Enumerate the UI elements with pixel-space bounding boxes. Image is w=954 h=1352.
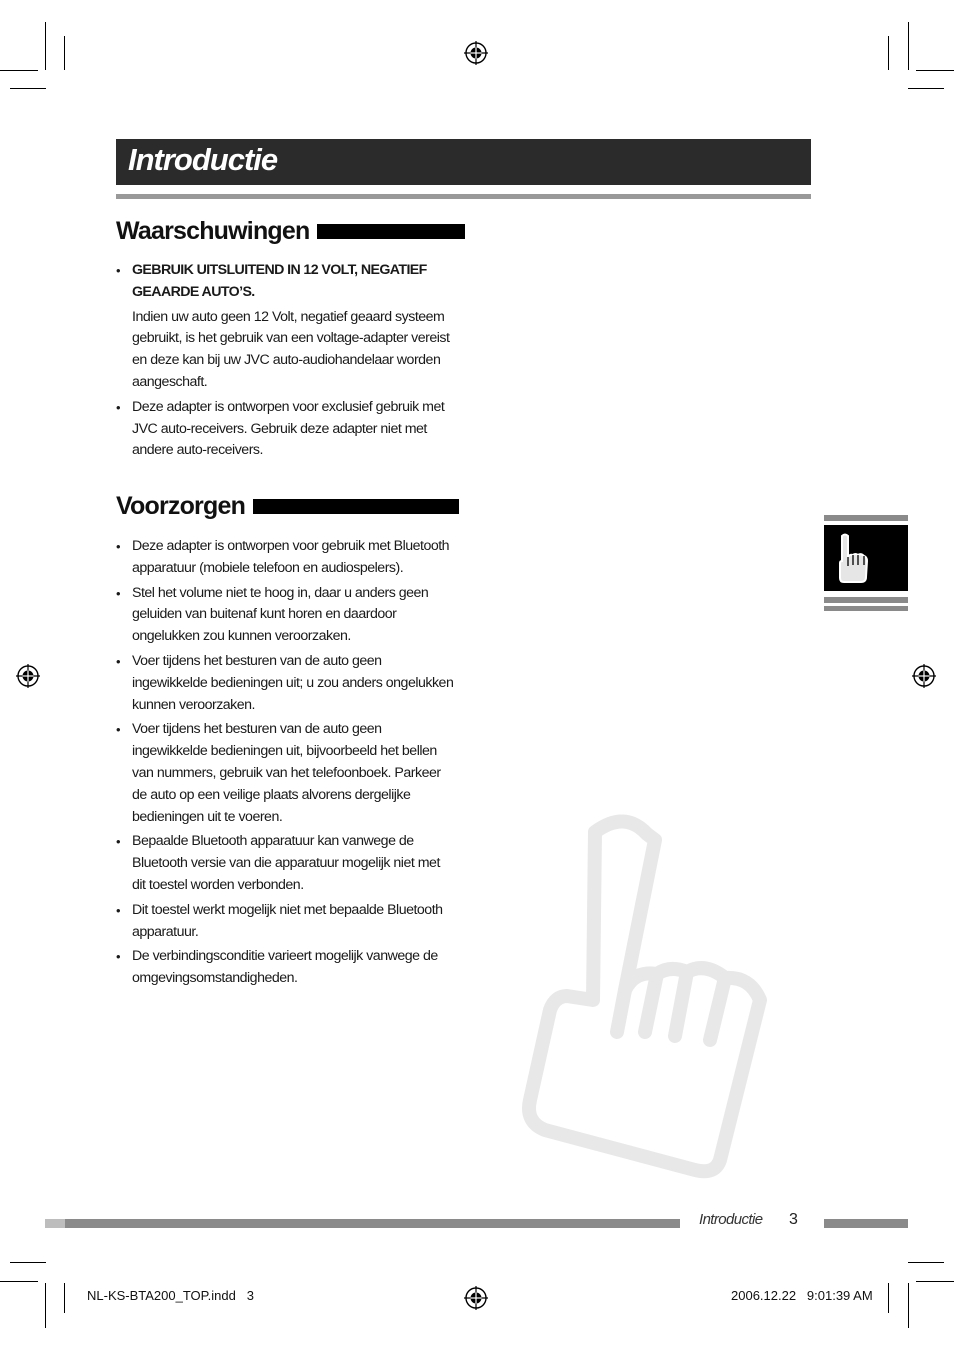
registration-mark-icon [16,664,40,688]
side-tab-box [824,525,908,591]
precaution-text: De verbindingsconditie varieert mogelijk vanwege de omgevingsomstandigheden. [132,948,438,987]
list-item [116,260,456,394]
precautions-list [116,536,456,993]
pointing-hand-watermark-icon [505,800,785,1190]
list-item [116,536,456,580]
warnings-list [116,260,456,465]
registration-mark-icon [464,41,488,65]
footer-rule-left [45,1219,680,1228]
bullet: • [116,902,121,918]
section-heading-voorzorgen [116,489,459,523]
registration-mark-icon [464,1286,488,1310]
heading-rule [317,224,465,239]
precaution-text: Stel het volume niet te hoog in, daar u anders geen geluiden van buitenaf kunt horen en daardoor ongelukken zou kunnen veroorzaken. [132,584,429,645]
bullet: • [116,949,121,965]
pointing-hand-icon [836,533,870,585]
footer-section-label: Introductie [699,1211,763,1228]
list-item [116,946,456,990]
footer-rule-right [824,1219,908,1228]
bullet: • [116,722,121,738]
page-title: Introductie [128,142,278,177]
section-heading-label: Voorzorgen [116,491,246,520]
bullet: • [116,834,121,850]
warning-text: Indien uw auto geen 12 Volt, negatief geaard systeem gebruikt, is het gebruik van een voltage-adapter vereist en deze kan bij uw JVC auto-audiohandelaar worden aangeschaft. [132,308,450,390]
warning-text: Deze adapter is ontworpen voor exclusief gebruik met JVC auto-receivers. Gebruik deze adapter niet met andere auto-receivers. [132,398,445,459]
registration-mark-icon [912,664,936,688]
slug-filename: NL-KS-BTA200_TOP.indd 3 [87,1288,254,1303]
precaution-text: Bepaalde Bluetooth apparatuur kan vanwege de Bluetooth versie van die apparatuur mogelijk niet met dit toestel worden verbonden. [132,833,440,893]
precaution-text: Deze adapter is ontworpen voor gebruik met Bluetooth apparatuur (mobiele telefoon en audiospelers). [132,538,450,576]
list-item [116,719,456,828]
list-item [116,900,456,944]
precaution-text: Dit toestel werkt mogelijk niet met bepaalde Bluetooth apparatuur. [132,901,443,940]
bullet: • [116,399,121,415]
bullet: • [116,585,121,601]
bullet: • [116,653,121,669]
list-item [116,831,456,896]
list-item [116,583,456,648]
side-tab [824,515,908,611]
bullet: • [116,263,121,278]
list-item [116,651,456,716]
bullet: • [116,539,121,554]
title-underline [116,194,811,199]
title-bar [116,139,811,185]
warning-heading: GEBRUIK UITSLUITEND IN 12 VOLT, NEGATIEF GEAARDE AUTO’S. [132,262,427,300]
section-heading-waarschuwingen [116,214,465,248]
page-number: 3 [789,1211,798,1228]
list-item [116,397,456,462]
precaution-text: Voer tijdens het besturen van de auto geen ingewikkelde bedieningen uit, bijvoorbeeld het bellen van nummers, gebruik van het telefoonboek. Parkeer de auto op een veilige plaats alvorens dergelijke bedieningen uit te voeren. [132,721,441,825]
heading-rule [253,499,459,514]
section-heading-label: Waarschuwingen [116,216,310,245]
precaution-text: Voer tijdens het besturen van de auto geen ingewikkelde bedieningen uit; u zou anders ongelukken kunnen veroorzaken. [132,652,454,713]
slug-timestamp: 2006.12.22 9:01:39 AM [731,1288,873,1303]
